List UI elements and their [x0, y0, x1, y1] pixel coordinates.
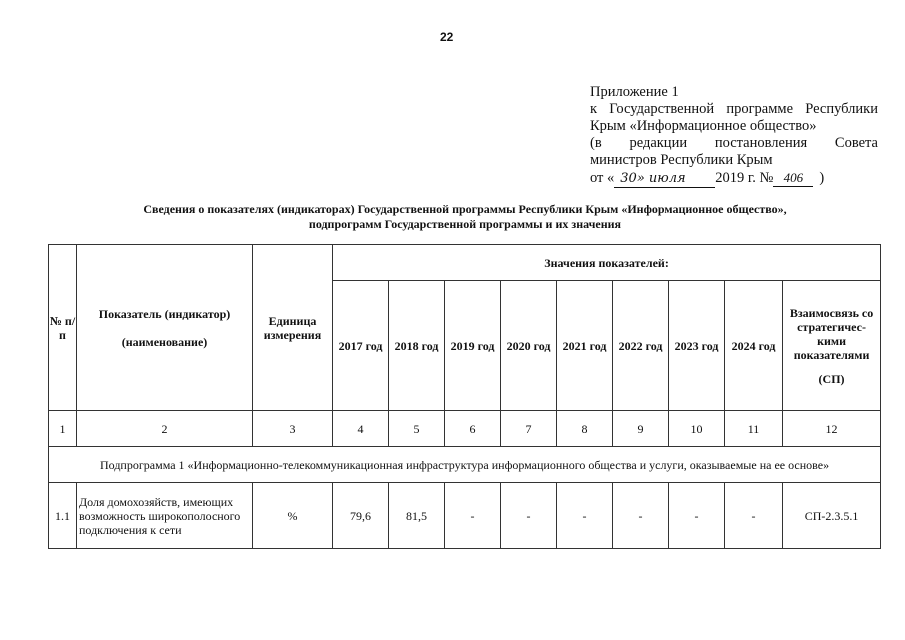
- row-unit: %: [253, 483, 333, 549]
- numbering-cell: 10: [669, 411, 725, 447]
- row-value-2018: 81,5: [389, 483, 445, 549]
- numbering-cell: 11: [725, 411, 783, 447]
- appendix-block: [590, 84, 878, 188]
- row-strategic-link: СП-2.3.5.1: [783, 483, 881, 549]
- numbering-cell: 8: [557, 411, 613, 447]
- header-indicator: Показатель (индикатор) (наименование): [77, 245, 253, 411]
- header-year-2020: 2020 год: [501, 281, 557, 411]
- appendix-date-line: от « 30» июля 2019 г. № 406 ): [590, 170, 825, 186]
- subprogram-row: Подпрограмма 1 «Информационно-телекоммуникационная инфраструктура информационного общества и услуги, оказываемые на ее основе»: [49, 447, 881, 483]
- header-year-2022: 2022 год: [613, 281, 669, 411]
- row-value-2021: -: [557, 483, 613, 549]
- numbering-cell: 5: [389, 411, 445, 447]
- table-row: [49, 483, 881, 549]
- header-year-2018: 2018 год: [389, 281, 445, 411]
- appendix-line-5: министров Республики Крым: [590, 152, 773, 168]
- header-strategic-link: Взаимосвязь со стратегичес-кими показателями (СП): [783, 281, 881, 411]
- document-title: [60, 202, 870, 232]
- handwritten-date: 30» июля: [614, 170, 715, 188]
- row-value-2022: -: [613, 483, 669, 549]
- header-year-2017: 2017 год: [333, 281, 389, 411]
- row-value-2023: -: [669, 483, 725, 549]
- row-value-2017: 79,6: [333, 483, 389, 549]
- handwritten-number: 406: [773, 169, 813, 187]
- row-value-2020: -: [501, 483, 557, 549]
- indicators-table: [48, 244, 881, 549]
- numbering-cell: 4: [333, 411, 389, 447]
- appendix-line-2: к Государственной программе Республики: [590, 101, 878, 117]
- numbering-cell: 7: [501, 411, 557, 447]
- row-value-2019: -: [445, 483, 501, 549]
- numbering-cell: 12: [783, 411, 881, 447]
- title-line-2: подпрограмм Государственной программы и их значения: [308, 217, 622, 231]
- header-num: № п/п: [49, 245, 77, 411]
- numbering-cell: 6: [445, 411, 501, 447]
- title-line-1: Сведения о показателях (индикаторах) Государственной программы Республики Крым «Информационное общество»,: [143, 202, 787, 216]
- numbering-cell: 3: [253, 411, 333, 447]
- appendix-line-3: Крым «Информационное общество»: [590, 118, 817, 134]
- header-unit: Единица измерения: [253, 245, 333, 411]
- numbering-cell: 9: [613, 411, 669, 447]
- appendix-line-4: (в редакции постановления Совета: [590, 135, 878, 151]
- header-year-2021: 2021 год: [557, 281, 613, 411]
- header-year-2023: 2023 год: [669, 281, 725, 411]
- row-num: 1.1: [49, 483, 77, 549]
- numbering-cell: 1: [49, 411, 77, 447]
- row-value-2024: -: [725, 483, 783, 549]
- header-year-2024: 2024 год: [725, 281, 783, 411]
- appendix-line-1: Приложение 1: [590, 84, 679, 100]
- numbering-row: [49, 411, 881, 447]
- page-number: 22: [440, 30, 454, 44]
- row-indicator-name: Доля домохозяйств, имеющих возможность широкополосного подключения к сети: [77, 483, 253, 549]
- header-values-group: Значения показателей:: [333, 245, 881, 281]
- header-year-2019: 2019 год: [445, 281, 501, 411]
- numbering-cell: 2: [77, 411, 253, 447]
